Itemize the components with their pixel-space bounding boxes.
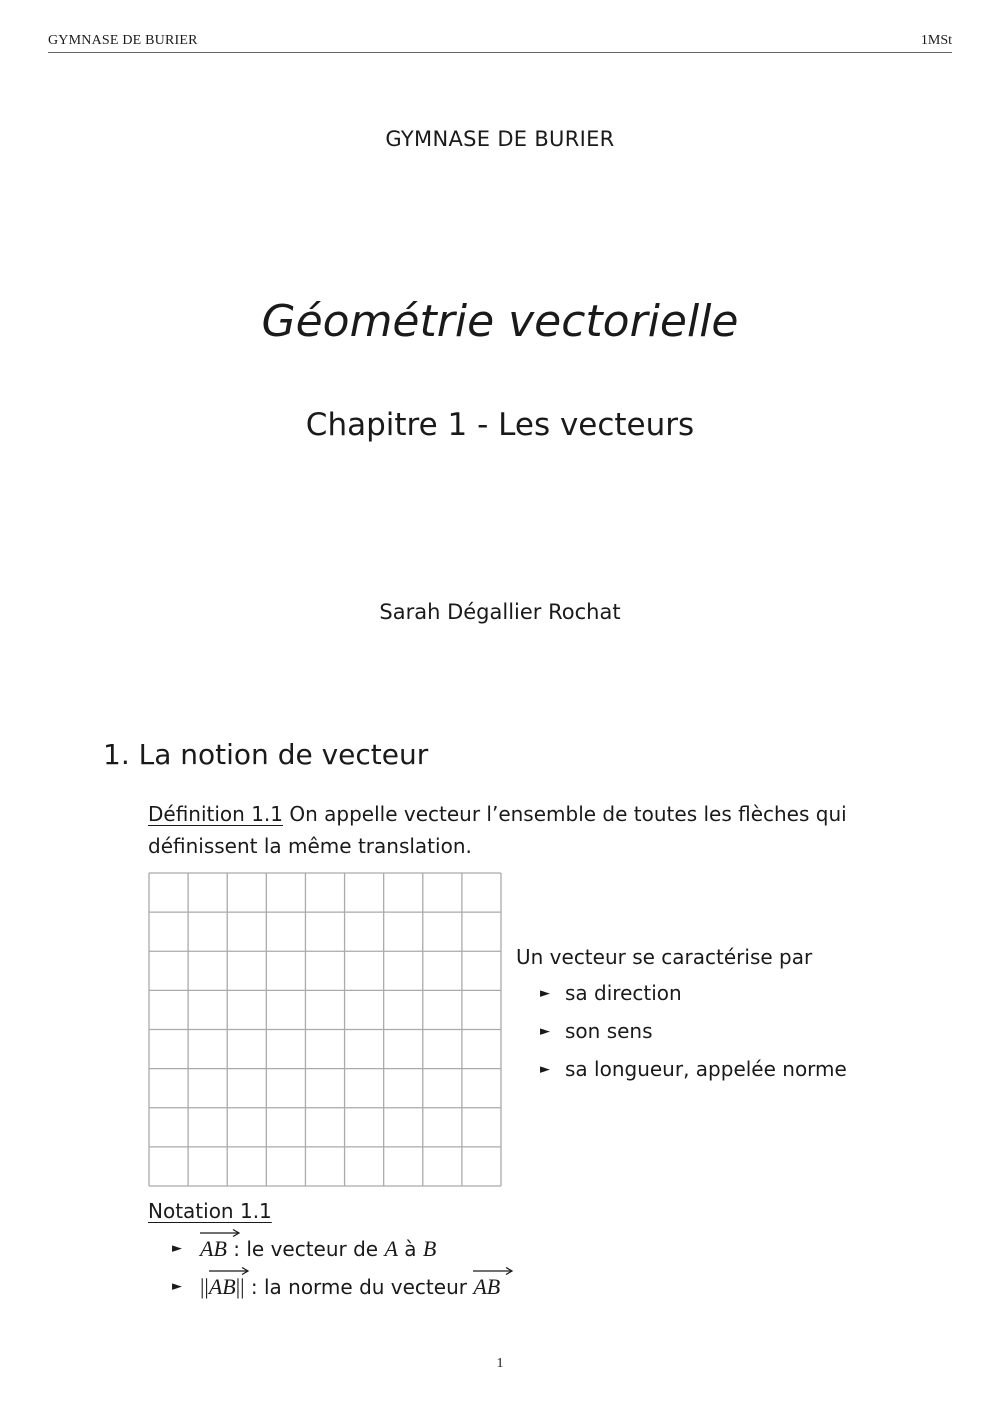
vector-arrow-icon [473,1267,513,1275]
header-school: GYMNASE DE BURIER [48,33,198,48]
definition-label: Définition 1.1 [148,802,284,826]
notation-list [148,1234,500,1302]
triangle-bullet-icon: ► [540,986,550,1001]
characteristics-block [516,943,855,1085]
vector-ab: AB [209,1272,236,1302]
point-b: B [422,1236,437,1261]
notation-block [148,1196,500,1302]
document-title: Géométrie vectorielle [261,296,739,347]
vector-arrow-icon [209,1267,249,1275]
list-item [516,1016,855,1047]
triangle-bullet-icon: ► [172,1279,182,1294]
notation-text: à [397,1237,423,1261]
list-item-text: son sens [565,1019,653,1043]
notation-item [148,1272,500,1302]
cover-school: GYMNASE DE BURIER [385,127,615,151]
author-name: Sarah Dégallier Rochat [379,600,621,624]
norm-bars: || [235,1274,245,1299]
page-number: 1 [496,1356,504,1371]
characteristics-list [516,978,855,1085]
header-class: 1MSt [920,33,952,48]
triangle-bullet-icon: ► [540,1062,550,1077]
point-a: A [384,1236,398,1261]
list-item [516,1054,855,1085]
definition-block [148,798,848,862]
chapter-subtitle: Chapitre 1 - Les vecteurs [305,407,695,443]
running-header [48,32,952,53]
vector-arrow-icon [200,1229,240,1237]
definition-text: On appelle vecteur l’ensemble de toutes les flèches qui définissent la même translation. [148,802,847,858]
triangle-bullet-icon: ► [540,1024,550,1039]
notation-label: Notation 1.1 [148,1199,272,1223]
section-number: 1. [103,738,130,771]
list-item [516,978,855,1009]
list-item-text: sa longueur, appelée norme [565,1057,847,1081]
section-title: La notion de vecteur [138,738,429,771]
list-item-text: sa direction [565,981,682,1005]
triangle-bullet-icon: ► [172,1241,182,1256]
notation-text: : le vecteur de [226,1237,385,1261]
vector-ab: AB [473,1272,500,1302]
square-grid [148,872,502,1187]
notation-text: : la norme du vecteur [244,1275,474,1299]
characteristics-intro: Un vecteur se caractérise par [516,945,813,969]
section-heading [103,738,428,771]
notation-item [148,1234,500,1264]
vector-ab: AB [200,1234,227,1264]
norm-bars: || [200,1274,209,1299]
